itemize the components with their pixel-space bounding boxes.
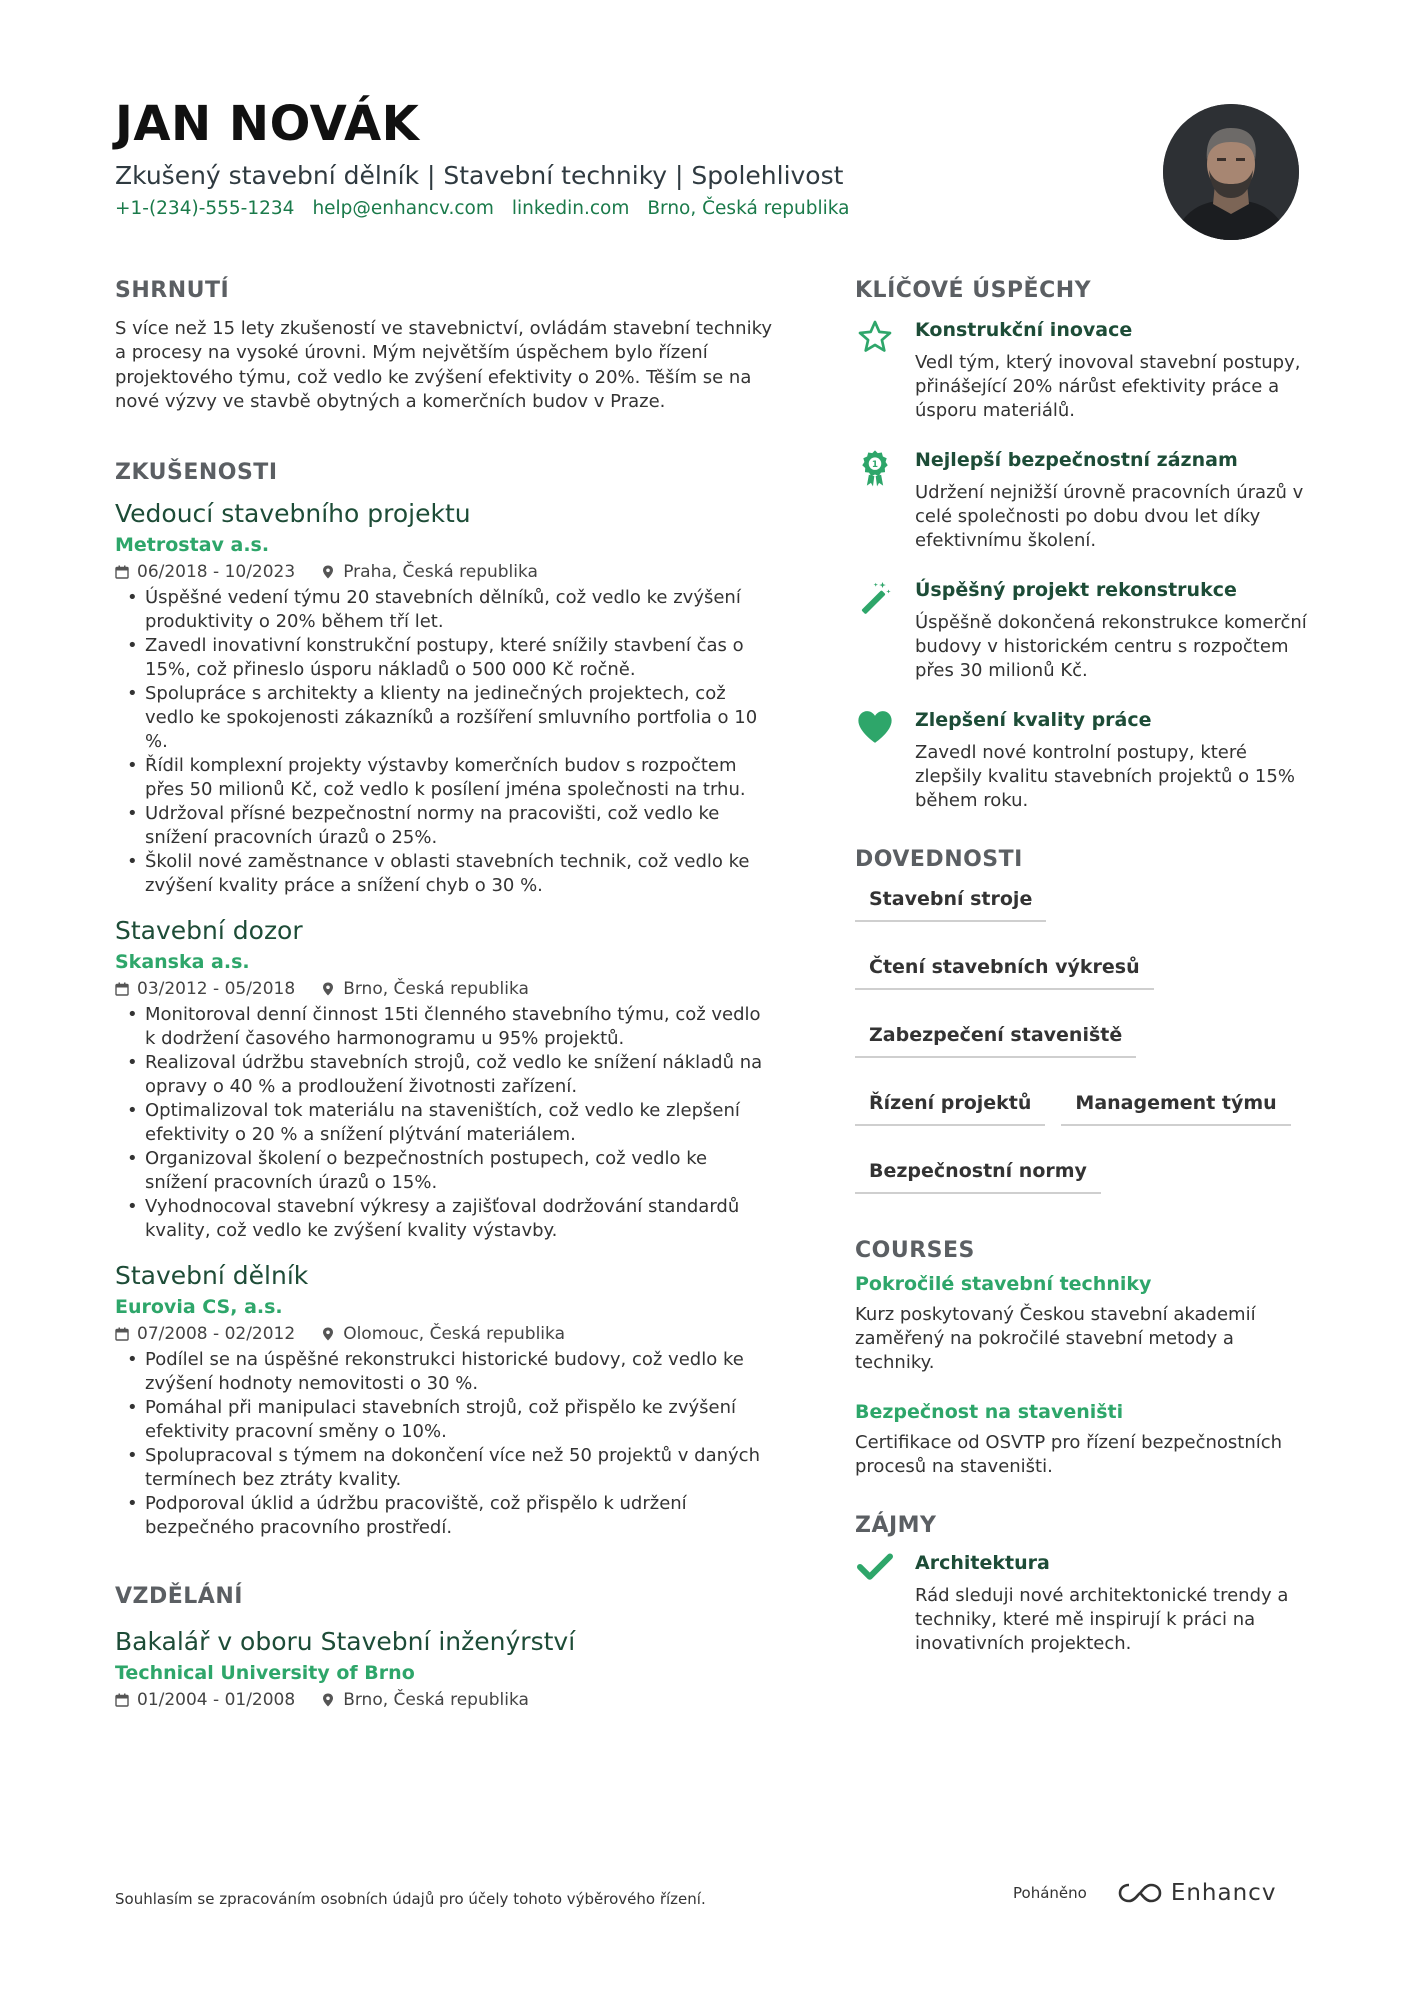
calendar-icon [115,982,129,996]
job-title: Vedoucí stavebního projektu [115,499,471,529]
experience-section [115,460,775,1540]
left-column [115,278,775,1714]
courses-heading: COURSES [855,1238,975,1263]
heart-icon [856,709,894,745]
company-name: Metrostav a.s. [115,534,270,557]
list-item: • Vyhodnocoval stavební výkresy a zajišťoval dodržování standardů kvality, což vedlo ke zvýšení kvality výstavby. [145,1195,775,1243]
experience-heading: ZKUŠENOSTI [115,460,278,486]
company-name: Eurovia CS, a.s. [115,1296,283,1319]
achievement-item [855,449,1310,553]
job-location: Brno, Česká republika [343,979,529,1000]
job-dates: 06/2018 - 10/2023 [137,562,296,583]
skill-tag: Bezpečnostní normy [855,1154,1101,1194]
skill-tag: Řízení projektů [855,1086,1045,1126]
location-pin-icon [321,1327,335,1341]
calendar-icon [115,1693,129,1707]
course-desc: Kurz poskytovaný Českou stavební akademií zaměřený na pokročilé stavební metody a techniky. [855,1304,1256,1373]
list-item: • Realizoval údržbu stavebních strojů, což vedlo ke snížení nákladů na opravy o 40 % a prodloužení životnosti zařízení. [145,1051,775,1099]
interest-title: Architektura [915,1552,1050,1574]
candidate-name: JAN NOVÁK [115,96,420,152]
achievements-heading: KLÍČOVÉ ÚSPĚCHY [855,278,1092,303]
list-item: • Řídil komplexní projekty výstavby komerčních budov s rozpočtem přes 50 milionů Kč, což vedlo k posílení jména společnosti na trhu. [145,754,775,802]
achievement-item [855,579,1310,683]
job-entry [115,499,775,898]
list-item: • Monitoroval denní činnost 15ti členného stavebního týmu, což vedlo k dodržení časového harmonogramu u 95% projektů. [145,1003,775,1051]
job-title: Stavební dělník [115,1261,309,1291]
interest-desc: Rád sleduji nové architektonické trendy a techniky, které mě inspirují k práci na inovativních projektech. [915,1585,1289,1654]
courses-section [855,1238,1310,1479]
headline: Zkušený stavební dělník | Stavební techniky | Spolehlivost [115,160,844,190]
calendar-icon [115,565,129,579]
brand-name: Enhancv [1170,1880,1277,1906]
list-item: • Podílel se na úspěšné rekonstrukci historické budovy, což vedlo ke zvýšení hodnoty nemovitosti o 30 %. [145,1348,775,1396]
job-location: Praha, Česká republika [343,562,538,583]
job-entry [115,916,775,1243]
job-location: Olomouc, Česká republika [343,1324,565,1345]
calendar-icon [115,1327,129,1341]
summary-text: S více než 15 lety zkušeností ve stavebnictví, ovládám stavební techniky a procesy na vysoké úrovni. Mým největším úspěchem bylo řízení projektového týmu, což vedlo ke zvýšení efektivity o 20%. Těším se na nové výzvy ve stavbě obytných a komerčních budov v Praze. [115,318,772,412]
avatar [1163,104,1299,240]
list-item: • Spolupráce s architekty a klienty na jedinečných projektech, což vedlo ke spokojenosti zákazníků a rozšíření smluvního portfolia o 10 %. [145,682,775,754]
location-pin-icon [321,565,335,579]
job-entry [115,1261,775,1540]
school-name: Technical University of Brno [115,1662,415,1685]
skills-heading: DOVEDNOSTI [855,847,1023,872]
job-bullets [115,1348,775,1540]
achievement-desc: Vedl tým, který inovoval stavební postupy, přinášející 20% nárůst efektivity práce a úsporu materiálů. [915,352,1301,421]
course-desc: Certifikace od OSVTP pro řízení bezpečnostních procesů na staveništi. [855,1432,1283,1477]
skill-tag: Stavební stroje [855,882,1046,922]
company-name: Skanska a.s. [115,951,250,974]
star-icon [857,319,893,355]
list-item: • Podporoval úklid a údržbu pracoviště, což přispělo k udržení bezpečného pracovního prostředí. [145,1492,775,1540]
course-title: Pokročilé stavební techniky [855,1273,1152,1295]
checkmark-icon [857,1552,893,1582]
education-dates: 01/2004 - 01/2008 [137,1690,296,1711]
list-item: • Úspěšné vedení týmu 20 stavebních dělníků, což vedlo ke zvýšení produktivity o 20% během tří let. [145,586,775,634]
education-heading: VZDĚLÁNÍ [115,1584,243,1610]
job-meta [115,979,775,999]
achievement-title: Nejlepší bezpečnostní záznam [915,449,1238,471]
achievement-title: Konstrukční inovace [915,319,1133,341]
resume-header [115,98,1115,219]
job-bullets [115,1003,775,1243]
list-item: • Udržoval přísné bezpečnostní normy na pracovišti, což vedlo ke snížení pracovních úrazů o 25%. [145,802,775,850]
list-item: • Organizoval školení o bezpečnostních postupech, což vedlo ke snížení pracovních úrazů o 15%. [145,1147,775,1195]
svg-text:1: 1 [871,460,879,471]
location-pin-icon [321,1693,335,1707]
phone-link[interactable]: +1-(234)-555-1234 [115,197,295,219]
degree-title: Bakalář v oboru Stavební inženýrství [115,1627,576,1657]
job-title: Stavební dozor [115,916,303,946]
list-item: • Spolupracoval s týmem na dokončení více než 50 projektů v daných termínech bez ztráty kvality. [145,1444,775,1492]
achievement-title: Úspěšný projekt rekonstrukce [915,579,1237,601]
consent-text: Souhlasím se zpracováním osobních údajů pro účely tohoto výběrového řízení. [115,1890,706,1908]
job-meta [115,1324,775,1344]
achievements-section [855,278,1310,813]
footer-branding [1013,1880,1276,1906]
job-bullets [115,586,775,898]
enhancv-logo[interactable] [1117,1880,1277,1906]
award-icon [858,449,892,487]
summary-heading: SHRNUTÍ [115,278,230,303]
achievement-item [855,319,1310,423]
infinity-logo-icon [1117,1881,1163,1905]
magic-wand-icon [857,579,893,615]
right-column [855,278,1310,1682]
achievement-desc: Úspěšně dokončená rekonstrukce komerční budovy v historickém centru s rozpočtem přes 30 milionů Kč. [915,612,1307,681]
achievement-desc: Zavedl nové kontrolní postupy, které zlepšily kvalitu stavebních projektů o 15% během roku. [915,742,1295,811]
location-pin-icon [321,982,335,996]
location-text: Brno, Česká republika [647,197,850,219]
avatar-portrait-icon [1163,104,1299,240]
linkedin-link[interactable]: linkedin.com [511,197,630,219]
job-meta [115,562,775,582]
list-item: • Optimalizoval tok materiálu na staveništích, což vedlo ke zlepšení efektivity o 20 % a snížení plýtvání materiálem. [145,1099,775,1147]
course-title: Bezpečnost na staveništi [855,1401,1124,1423]
interests-heading: ZÁJMY [855,1513,937,1538]
contact-line [115,198,1115,219]
summary-section [115,278,775,414]
education-meta [115,1690,775,1710]
achievement-title: Zlepšení kvality práce [915,709,1152,731]
job-dates: 03/2012 - 05/2018 [137,979,296,1000]
interests-section [855,1513,1310,1656]
achievement-item [855,709,1310,813]
achievement-desc: Udržení nejnižší úrovně pracovních úrazů v celé společnosti po dobu dvou let díky efektivnímu školení. [915,482,1304,551]
powered-by-label: Poháněno [1013,1884,1087,1902]
skill-tag: Management týmu [1061,1086,1290,1126]
skill-tag: Zabezpečení staveniště [855,1018,1136,1058]
skill-tag: Čtení stavebních výkresů [855,950,1154,990]
list-item: • Školil nové zaměstnance v oblasti stavebních technik, což vedlo ke zvýšení kvality práce a snížení chyb o 30 %. [145,850,775,898]
skills-list [855,882,1295,1194]
interest-item [855,1552,1310,1656]
list-item: • Pomáhal při manipulaci stavebních strojů, což přispělo ke zvýšení efektivity pracovní směny o 10%. [145,1396,775,1444]
skills-section [855,847,1310,1194]
education-section [115,1584,775,1710]
email-link[interactable]: help@enhancv.com [312,197,494,219]
list-item: • Zavedl inovativní konstrukční postupy, které snížily stavbení čas o 15%, což přineslo úsporu nákladů o 500 000 Kč ročně. [145,634,775,682]
education-location: Brno, Česká republika [343,1690,529,1711]
job-dates: 07/2008 - 02/2012 [137,1324,296,1345]
